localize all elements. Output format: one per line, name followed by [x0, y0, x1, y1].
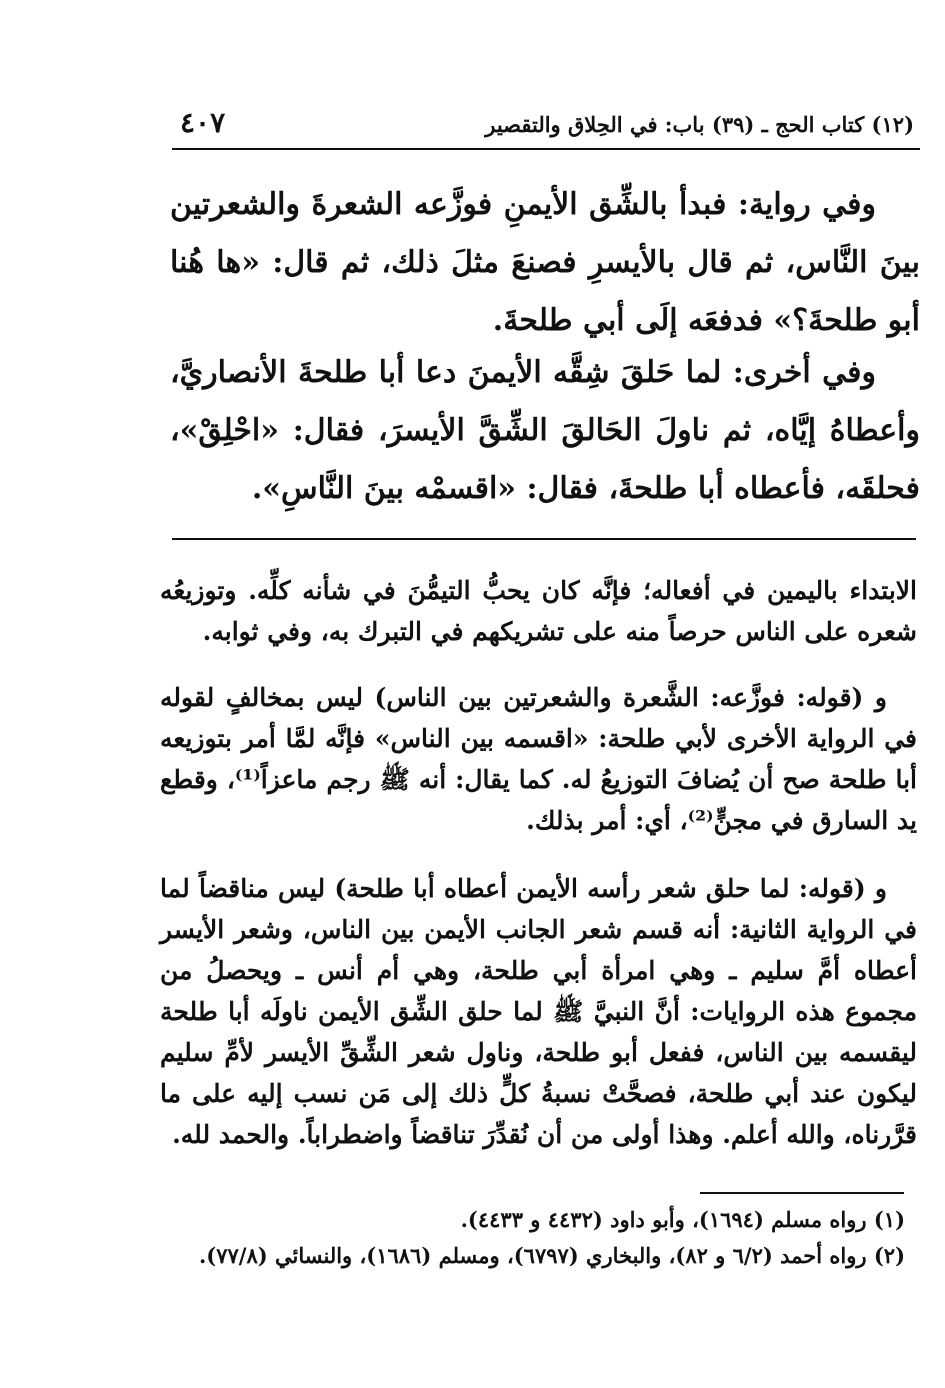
hadith-text-block-1: [170, 176, 920, 350]
page-number: ٤٠٧: [180, 106, 226, 139]
commentary-paragraph: و (قوله: فوزَّعه: الشَّعرة والشعرتين بين الناس) ليس بمخالفٍ لقوله في الرواية الأخرى لأبي طلحة: «اقسمه بين الناس» فإنَّه لمَّا أمر بتوزيعه أبا طلحة صح أن يُضافَ التوزيعُ له. كما يقال: أنه ﷺ رجم ماعزاً⁽¹⁾، وقطع يد السارق في مجنٍّ⁽²⁾، أي: أمر بذلك.: [160, 683, 917, 835]
footnote-divider: [700, 1192, 904, 1194]
commentary-paragraph: و (قوله: لما حلق شعر رأسه الأيمن أعطاه أبا طلحة) ليس مناقضاً لما في الرواية الثانية: أنه قسم شعر الجانب الأيمن بين الناس، وشعر الأيسر أعطاه أمَّ سليم ـ وهي امرأة أبي طلحة، وهي أم أنس ـ ويحصلُ من مجموع هذه الروايات: أنَّ النبيَّ ﷺ لما حلق الشِّق الأيمن ناولَه أبا طلحة ليقسمه بين الناس، ففعل أبو طلحة، وناول شعر الشِّقِّ الأيسر لأمِّ سليم ليكون عند أبي طلحة، فصحَّتْ نسبةُ كلٍّ ذلك إلى مَن نسب إليه على ما قرَّرناه، والله أعلم. وهذا أولى من أن نُقدِّرَ تناقضاً واضطراباً. والحمد لله.: [160, 874, 917, 1149]
page-header: [172, 102, 920, 150]
footnote-2: (٢) رواه أحمد (٦/٢ و ٨٢)، والبخاري (٦٧٩٧)، ومسلم (١٦٨٦)، والنسائي (٧٧/٨).: [198, 1243, 905, 1268]
hadith-paragraph: وفي أخرى: لما حَلقَ شِقَّه الأيمنَ دعا أبا طلحةَ الأنصاريَّ، وأعطاهُ إيَّاه، ثم ناولَ الحَالقَ الشِّقَّ الأيسرَ، فقال: «احْلِقْ»، فحلقَه، فأعطاه أبا طلحةَ، فقال: «اقسمْه بينَ النَّاسِ».: [170, 355, 920, 506]
section-divider: [172, 538, 916, 540]
commentary-block-1: [160, 570, 917, 652]
hadith-text-block-2: [170, 344, 920, 518]
running-title: (١٢) كتاب الحج ـ (٣٩) باب: في الحِلاق والتقصير: [485, 112, 914, 137]
footnote-1: (١) رواه مسلم (١٦٩٤)، وأبو داود (٤٤٣٢ و ٤٤٣٣).: [460, 1207, 905, 1232]
commentary-paragraph: الابتداء باليمين في أفعاله؛ فإنَّه كان يحبُّ التيمُّنَ في شأنه كلِّه. وتوزيعُه شعره على الناس حرصاً منه على تشريكهم في التبرك به، وفي ثوابه.: [160, 576, 917, 646]
commentary-block-3: [160, 868, 917, 1155]
hadith-paragraph: وفي رواية: فبدأ بالشِّق الأيمنِ فوزَّعه الشعرةَ والشعرتين بينَ النَّاس، ثم قال بالأيسرِ فصنعَ مثلَ ذلك، ثم قال: «ها هُنا أبو طلحةَ؟» فدفعَه إلَى أبي طلحةَ.: [170, 187, 920, 338]
commentary-block-2: [160, 677, 917, 841]
footnotes: [150, 1202, 905, 1274]
